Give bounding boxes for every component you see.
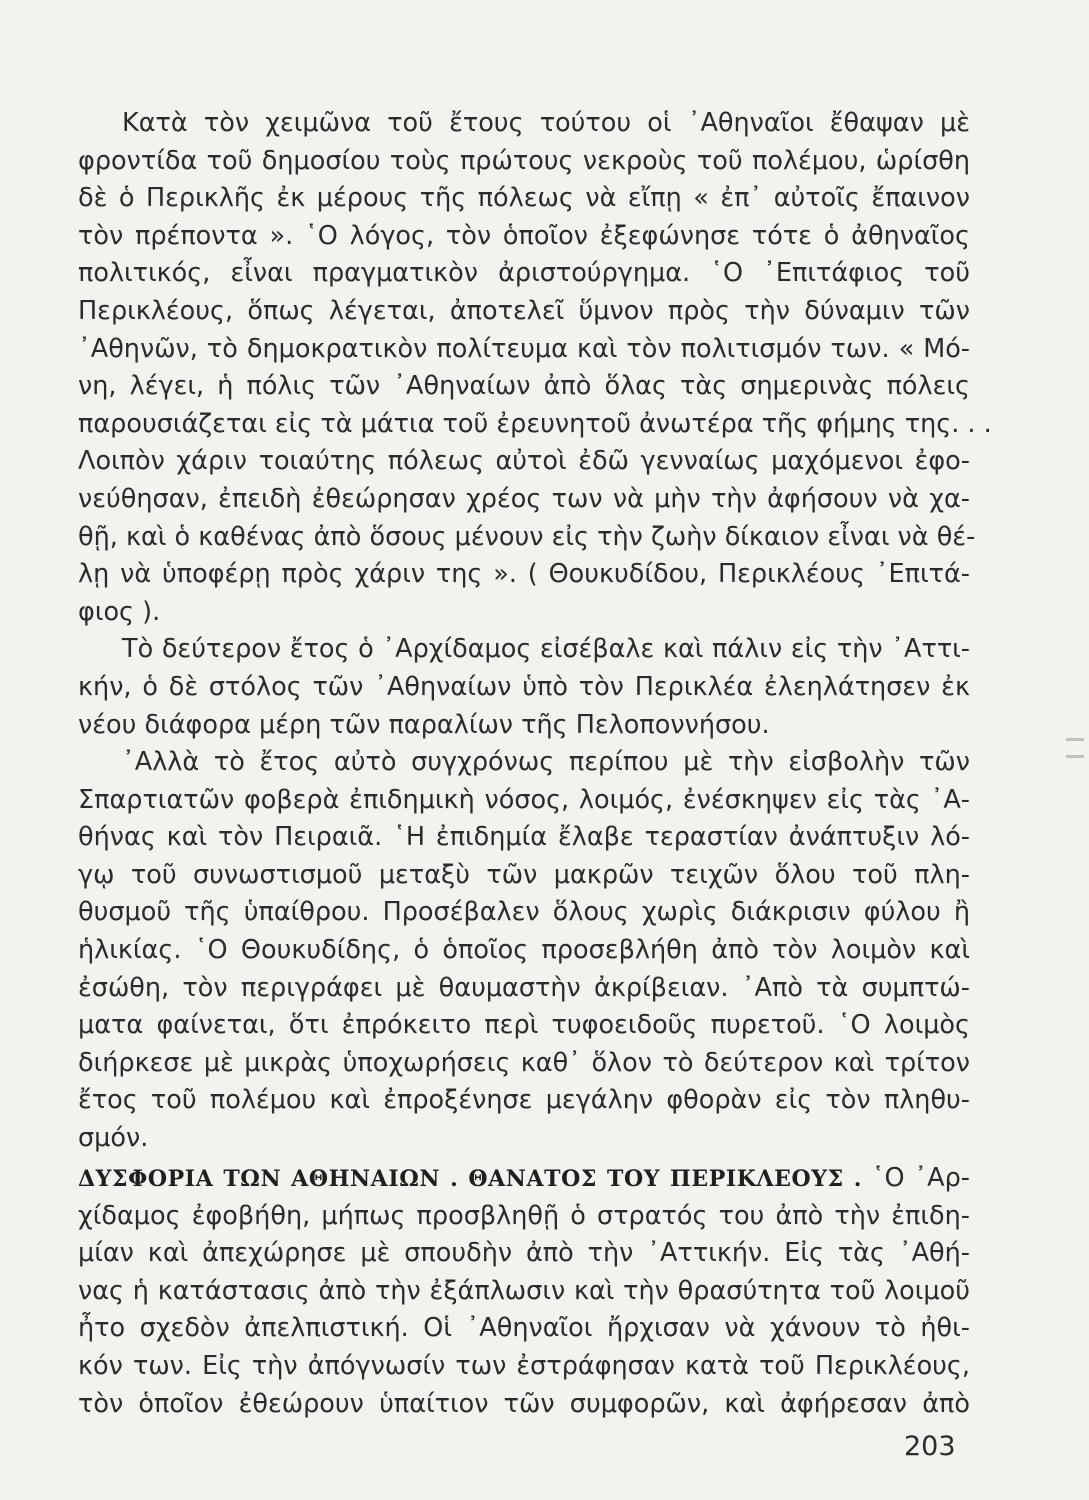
page-number: 203 [904,1431,956,1462]
text-line: κήν, ὁ δὲ στόλος τῶν ᾿Αθηναίων ὑπὸ τὸν Περικλέα ἐλεηλάτησεν ἐκ [78,671,970,702]
section-first-line [78,1160,970,1198]
text-line: νας ἡ κατάστασις ἀπὸ τὴν ἐξάπλωσιν καὶ τὴν θρασύτητα τοῦ λοιμοῦ [78,1275,970,1306]
margin-mark [1066,738,1084,758]
text-line: ματα φαίνεται, ὅτι ἐπρόκειτο περὶ τυφοειδοῦς πυρετοῦ. ῾Ο λοιμὸς [78,1010,970,1041]
text-line: ἐσώθη, τὸν περιγράφει μὲ θαυμαστὴν ἀκρίβειαν. ᾿Απὸ τὰ συμπτώ- [78,972,970,1003]
text-line: τὸν ὁποῖον ἐθεώρουν ὑπαίτιον τῶν συμφορῶν, καὶ ἀφήρεσαν ἀπὸ [78,1388,970,1419]
text-line: τὸν πρέποντα ». ῾Ο λόγος, τὸν ὁποῖον ἐξεφώνησε τότε ὁ ἀθηναῖος [78,220,970,251]
text-line: νεύθησαν, ἐπειδὴ ἐθεώρησαν χρέος των νὰ μὴν τὴν ἀφήσουν νὰ χα- [78,483,970,514]
text-line: Σπαρτιατῶν φοβερὰ ἐπιδημικὴ νόσος, λοιμός, ἐνέσκηψεν εἰς τὰς ᾿Α- [78,784,970,815]
text-line: νέου διάφορα μέρη τῶν παραλίων τῆς Πελοποννήσου. [78,709,770,740]
text-line: Κατὰ τὸν χειμῶνα τοῦ ἔτους τούτου οἱ ᾿Αθηναῖοι ἔθαψαν μὲ [122,108,970,138]
text-line: δὲ ὁ Περικλῆς ἐκ μέρους τῆς πόλεως νὰ εἴπῃ « ἐπ᾿ αὐτοῖς ἔπαινον [78,183,970,214]
text-line: μίαν καὶ ἀπεχώρησε μὲ σπουδὴν ἀπὸ τὴν ᾿Αττικήν. Εἰς τὰς ᾿Αθή- [78,1238,970,1269]
section-text [78,1160,970,1423]
text-line: Περικλέους, ὅπως λέγεται, ἀποτελεῖ ὕμνον πρὸς τὴν δύναμιν τῶν [78,295,970,326]
text-line: Τὸ δεύτερον ἔτος ὁ ᾿Αρχίδαμος εἰσέβαλε καὶ πάλιν εἰς τὴν ᾿Αττι- [122,634,970,665]
text-line: θυσμοῦ τῆς ὑπαίθρου. Προσέβαλεν ὅλους χωρὶς διάκρισιν φύλου ἢ [78,897,970,928]
text-line: χίδαμος ἐφοβήθη, μήπως προσβληθῇ ὁ στρατός του ἀπὸ τὴν ἐπιδη- [78,1200,970,1231]
text-line: κόν των. Εἰς τὴν ἀπόγνωσίν των ἐστράφησαν κατὰ τοῦ Περικλέους, [78,1350,970,1381]
text-line: νη, λέγει, ἡ πόλις τῶν ᾿Αθηναίων ἀπὸ ὅλας τὰς σημερινὰς πόλεις [78,371,970,402]
text-line: ἦτο σχεδὸν ἀπελπιστική. Οἱ ᾿Αθηναῖοι ἤρχισαν νὰ χάνουν τὸ ἠθι- [78,1313,970,1344]
text-line: ἡλικίας. ῾Ο Θουκυδίδης, ὁ ὁποῖος προσεβλήθη ἀπὸ τὸν λοιμὸν καὶ [78,935,970,966]
text-line: ἔτος τοῦ πολέμου καὶ ἐπροξένησε μεγάλην φθορὰν εἰς τὸν πληθυ- [78,1085,970,1116]
main-text [78,105,992,1158]
text-line: γῳ τοῦ συνωστισμοῦ μεταξὺ τῶν μακρῶν τειχῶν ὅλου τοῦ πλη- [78,859,970,890]
text-line: ᾿Αθηνῶν, τὸ δημοκρατικὸν πολίτευμα καὶ τὸν πολιτισμόν των. « Μό- [78,333,970,364]
text-line: ᾿Αλλὰ τὸ ἔτος αὐτὸ συγχρόνως περίπου μὲ τὴν εἰσβολὴν τῶν [122,747,970,778]
section-heading: ΔΥΣΦΟΡΙΑ ΤΩΝ ΑΘΗΝΑΙΩΝ . ΘΑΝΑΤΟΣ ΤΟΥ ΠΕΡΙΚΛΕΟΥΣ . [78,1166,862,1192]
section-first-line-rest: ῾Ο ᾿Αρ- [871,1163,970,1193]
text-line: πολιτικός, εἶναι πραγματικὸν ἀριστούργημα. ῾Ο ᾿Επιτάφιος τοῦ [78,258,970,289]
text-line: Λοιπὸν χάριν τοιαύτης πόλεως αὐτοὶ ἐδῶ γενναίως μαχόμενοι ἐφο- [78,446,970,477]
text-line: λῃ νὰ ὑποφέρῃ πρὸς χάριν της ». ( Θουκυδίδου, Περικλέους ᾿Επιτά- [78,559,970,590]
text-line: θήνας καὶ τὸν Πειραιᾶ. ῾Η ἐπιδημία ἔλαβε τεραστίαν ἀνάπτυξιν λό- [78,822,970,853]
text-line: φροντίδα τοῦ δημοσίου τοὺς πρώτους νεκροὺς τοῦ πολέμου, ὡρίσθη [78,145,970,176]
text-line: θῇ, καὶ ὁ καθένας ἀπὸ ὅσους μένουν εἰς τὴν ζωὴν δίκαιον εἶναι νὰ θέ- [78,521,976,552]
text-line: φιος ). [78,596,161,627]
text-line: σμόν. [78,1123,149,1154]
text-line: διήρκεσε μὲ μικρὰς ὑποχωρήσεις καθ᾿ ὅλον τὸ δεύτερον καὶ τρίτον [78,1047,970,1078]
text-line: παρουσιάζεται εἰς τὰ μάτια τοῦ ἐρευνητοῦ ἀνωτέρα τῆς φήμης της. . . [78,408,992,439]
